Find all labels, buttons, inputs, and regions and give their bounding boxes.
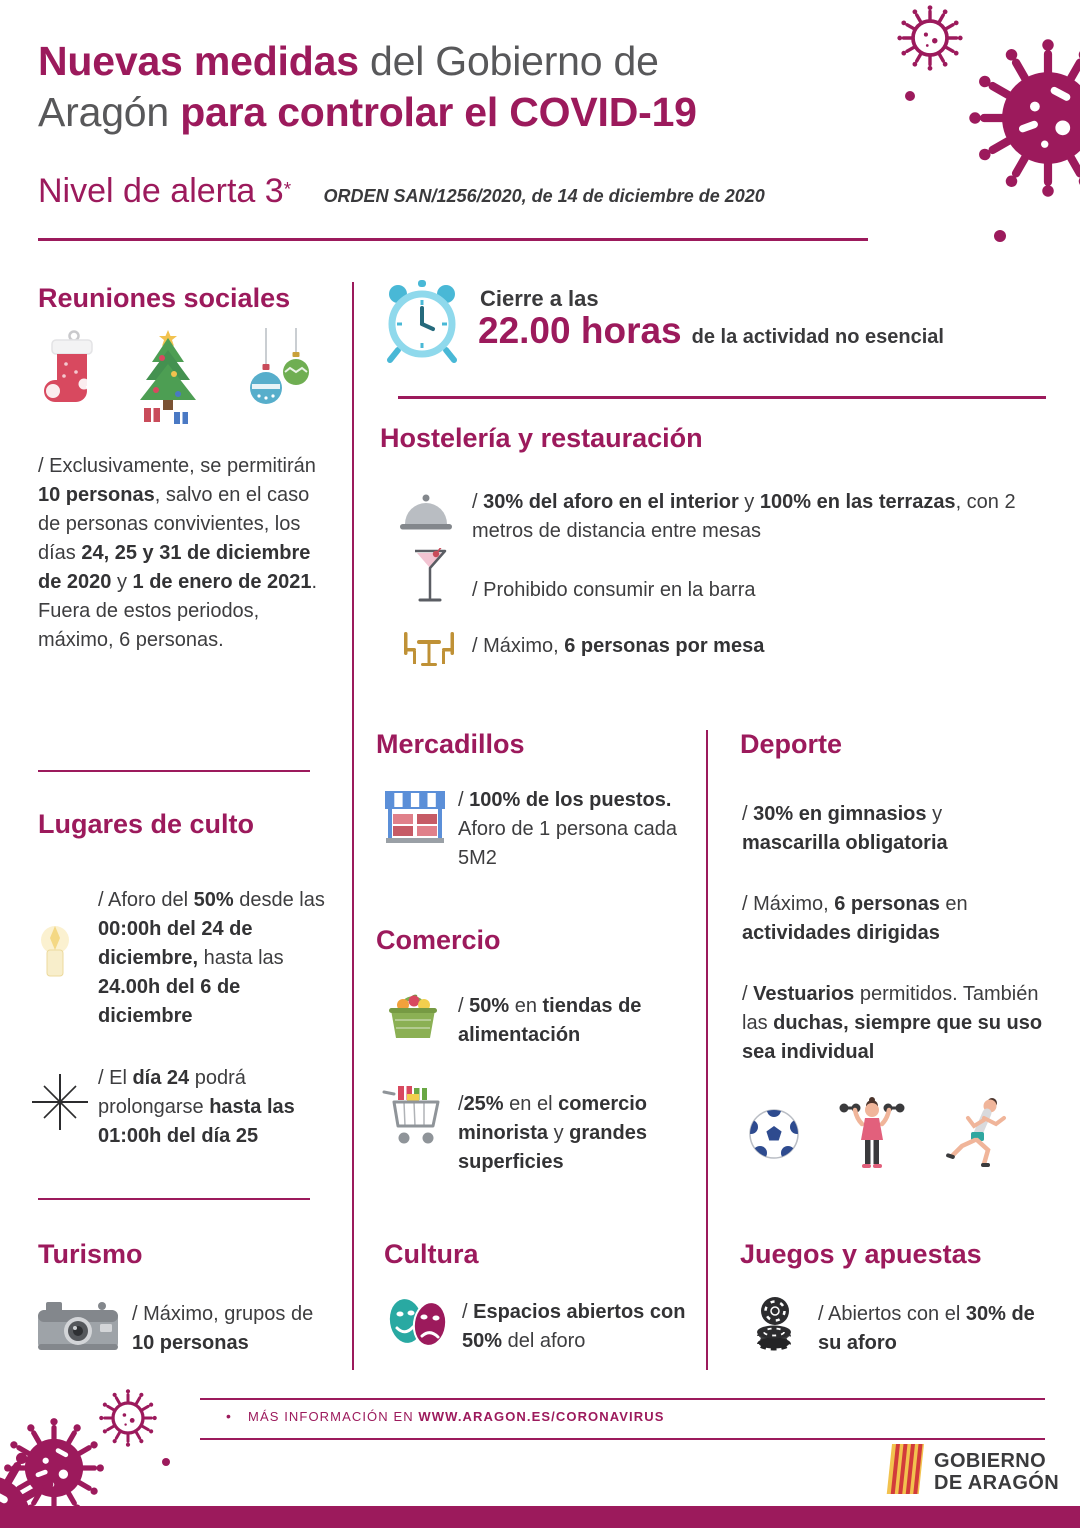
turismo-body: / Máximo, grupos de 10 personas: [132, 1303, 314, 1354]
deporte-item-1: / 30% en gimnasios y mascarilla obligatoria: [742, 803, 948, 854]
mercadillos-body: / 100% de los puestos. Aforo de 1 persona cada 5M2: [458, 789, 678, 869]
grocery-basket-icon: [386, 986, 440, 1042]
columns-vertical-divider: [706, 730, 708, 1370]
section-title-reuniones: Reuniones sociales: [38, 283, 291, 313]
christmas-tree-icon: [140, 330, 196, 424]
star-sparkle-icon: [32, 1074, 88, 1130]
closing-time-rest: de la actividad no esencial: [691, 326, 944, 348]
hosteleria-item-3: / Máximo, 6 personas por mesa: [472, 635, 765, 657]
candle-icon: [26, 918, 84, 984]
footer-bullet: •: [226, 1408, 233, 1424]
baubles-icon: [250, 328, 309, 404]
table-chairs-icon: [398, 626, 460, 672]
juegos-body: / Abiertos con el 30% de su aforo: [818, 1303, 1035, 1354]
section-title-hosteleria: Hostelería y restauración: [380, 423, 703, 453]
serving-cloche-icon: [398, 490, 454, 536]
runner-icon: [946, 1098, 1004, 1167]
culto-item-2: / El día 24 podrá prolongarse hasta las 01:00h del día 25: [98, 1067, 295, 1147]
stocking-icon: [44, 332, 92, 403]
section-title-cultura: Cultura: [384, 1239, 479, 1269]
culto-item-1: / Aforo del 50% desde las 00:00h del 24 de diciembre, hasta las 24.00h del 6 de diciembre: [98, 889, 325, 1027]
shopping-cart-icon: [382, 1084, 444, 1150]
coronavirus-art-bottom-icon: [0, 1388, 190, 1506]
sports-icons: [748, 1092, 1018, 1172]
title-part-gray-1: del Gobierno de: [358, 38, 659, 84]
main-vertical-divider: [352, 282, 354, 1370]
alarm-clock-icon: [382, 280, 462, 364]
closing-time-row: [478, 310, 944, 352]
left-divider-2: [38, 1198, 310, 1200]
section-title-deporte: Deporte: [740, 729, 843, 759]
footer-info: [226, 1408, 665, 1424]
hosteleria-item-1: / 30% del aforo en el interior y 100% en las terrazas, con 2 metros de distancia entre mesas: [472, 491, 1016, 542]
logo-line-2: DE ARAGÓN: [934, 1472, 1060, 1495]
left-divider-1: [38, 770, 310, 772]
section-title-turismo: Turismo: [38, 1239, 143, 1269]
closing-time-value: 22.00 horas: [478, 310, 682, 351]
hosteleria-item-2: / Prohibido consumir en la barra: [472, 579, 756, 601]
comercio-item-2: /25% en el comercio minorista y grandes superficies: [458, 1093, 648, 1173]
logo-line-1: GOBIERNO: [934, 1450, 1047, 1472]
aragon-flag-logo: [886, 1444, 926, 1496]
title-part-gray-2: Aragón: [38, 88, 181, 135]
alert-level-label: Nivel de alerta 3: [38, 172, 284, 210]
comercio-item-1: / 50% en tiendas de alimentación: [458, 995, 642, 1046]
footer-divider-bottom: [200, 1438, 1045, 1440]
government-logo-text: [934, 1450, 1059, 1495]
camera-icon: [36, 1294, 120, 1354]
alert-row: [38, 172, 765, 211]
section-title-comercio: Comercio: [376, 925, 501, 955]
order-reference: ORDEN SAN/1256/2020, de 14 de diciembre de 2020: [323, 186, 765, 206]
christmas-icons: [40, 328, 320, 440]
theater-masks-icon: [384, 1294, 452, 1352]
reuniones-body: / Exclusivamente, se permitirán 10 personas, salvo en el caso de personas convivientes, los días 24, 25 y 31 de diciembre de 2020 y 1 de enero de 2021. Fuera de estos periodos, máximo, 6 personas.: [38, 455, 318, 651]
bottom-accent-bar: [0, 1506, 1080, 1528]
cultura-body: / Espacios abiertos con 50% del aforo: [462, 1301, 686, 1352]
header-divider: [38, 238, 868, 241]
poker-chips-icon: [748, 1294, 800, 1354]
title-part-accent-1: Nuevas medidas: [38, 38, 359, 84]
section-title-mercadillos: Mercadillos: [376, 729, 525, 759]
section-title-juegos: Juegos y apuestas: [740, 1239, 982, 1269]
section-title-culto: Lugares de culto: [38, 809, 255, 839]
deporte-item-2: / Máximo, 6 personas en actividades dirigidas: [742, 893, 968, 944]
coronavirus-art-top-icon: [880, 0, 1080, 254]
title-part-accent-2: para controlar el COVID-19: [180, 88, 697, 135]
market-stall-icon: [384, 790, 446, 852]
cocktail-icon: [412, 548, 448, 606]
weightlifter-icon: [840, 1097, 905, 1168]
deporte-item-3: / Vestuarios permitidos. También las duchas, siempre que su uso sea individual: [742, 983, 1043, 1063]
footer-divider-top: [200, 1398, 1045, 1400]
alert-asterisk: *: [283, 179, 292, 201]
footer-info-text: MÁS INFORMACIÓN EN WWW.ARAGON.ES/CORONAVIRUS: [248, 1409, 665, 1424]
closing-label: Cierre a las: [480, 286, 599, 311]
right-divider-1: [398, 396, 1046, 399]
soccer-ball-icon: [748, 1103, 804, 1160]
page-title: [38, 36, 878, 138]
